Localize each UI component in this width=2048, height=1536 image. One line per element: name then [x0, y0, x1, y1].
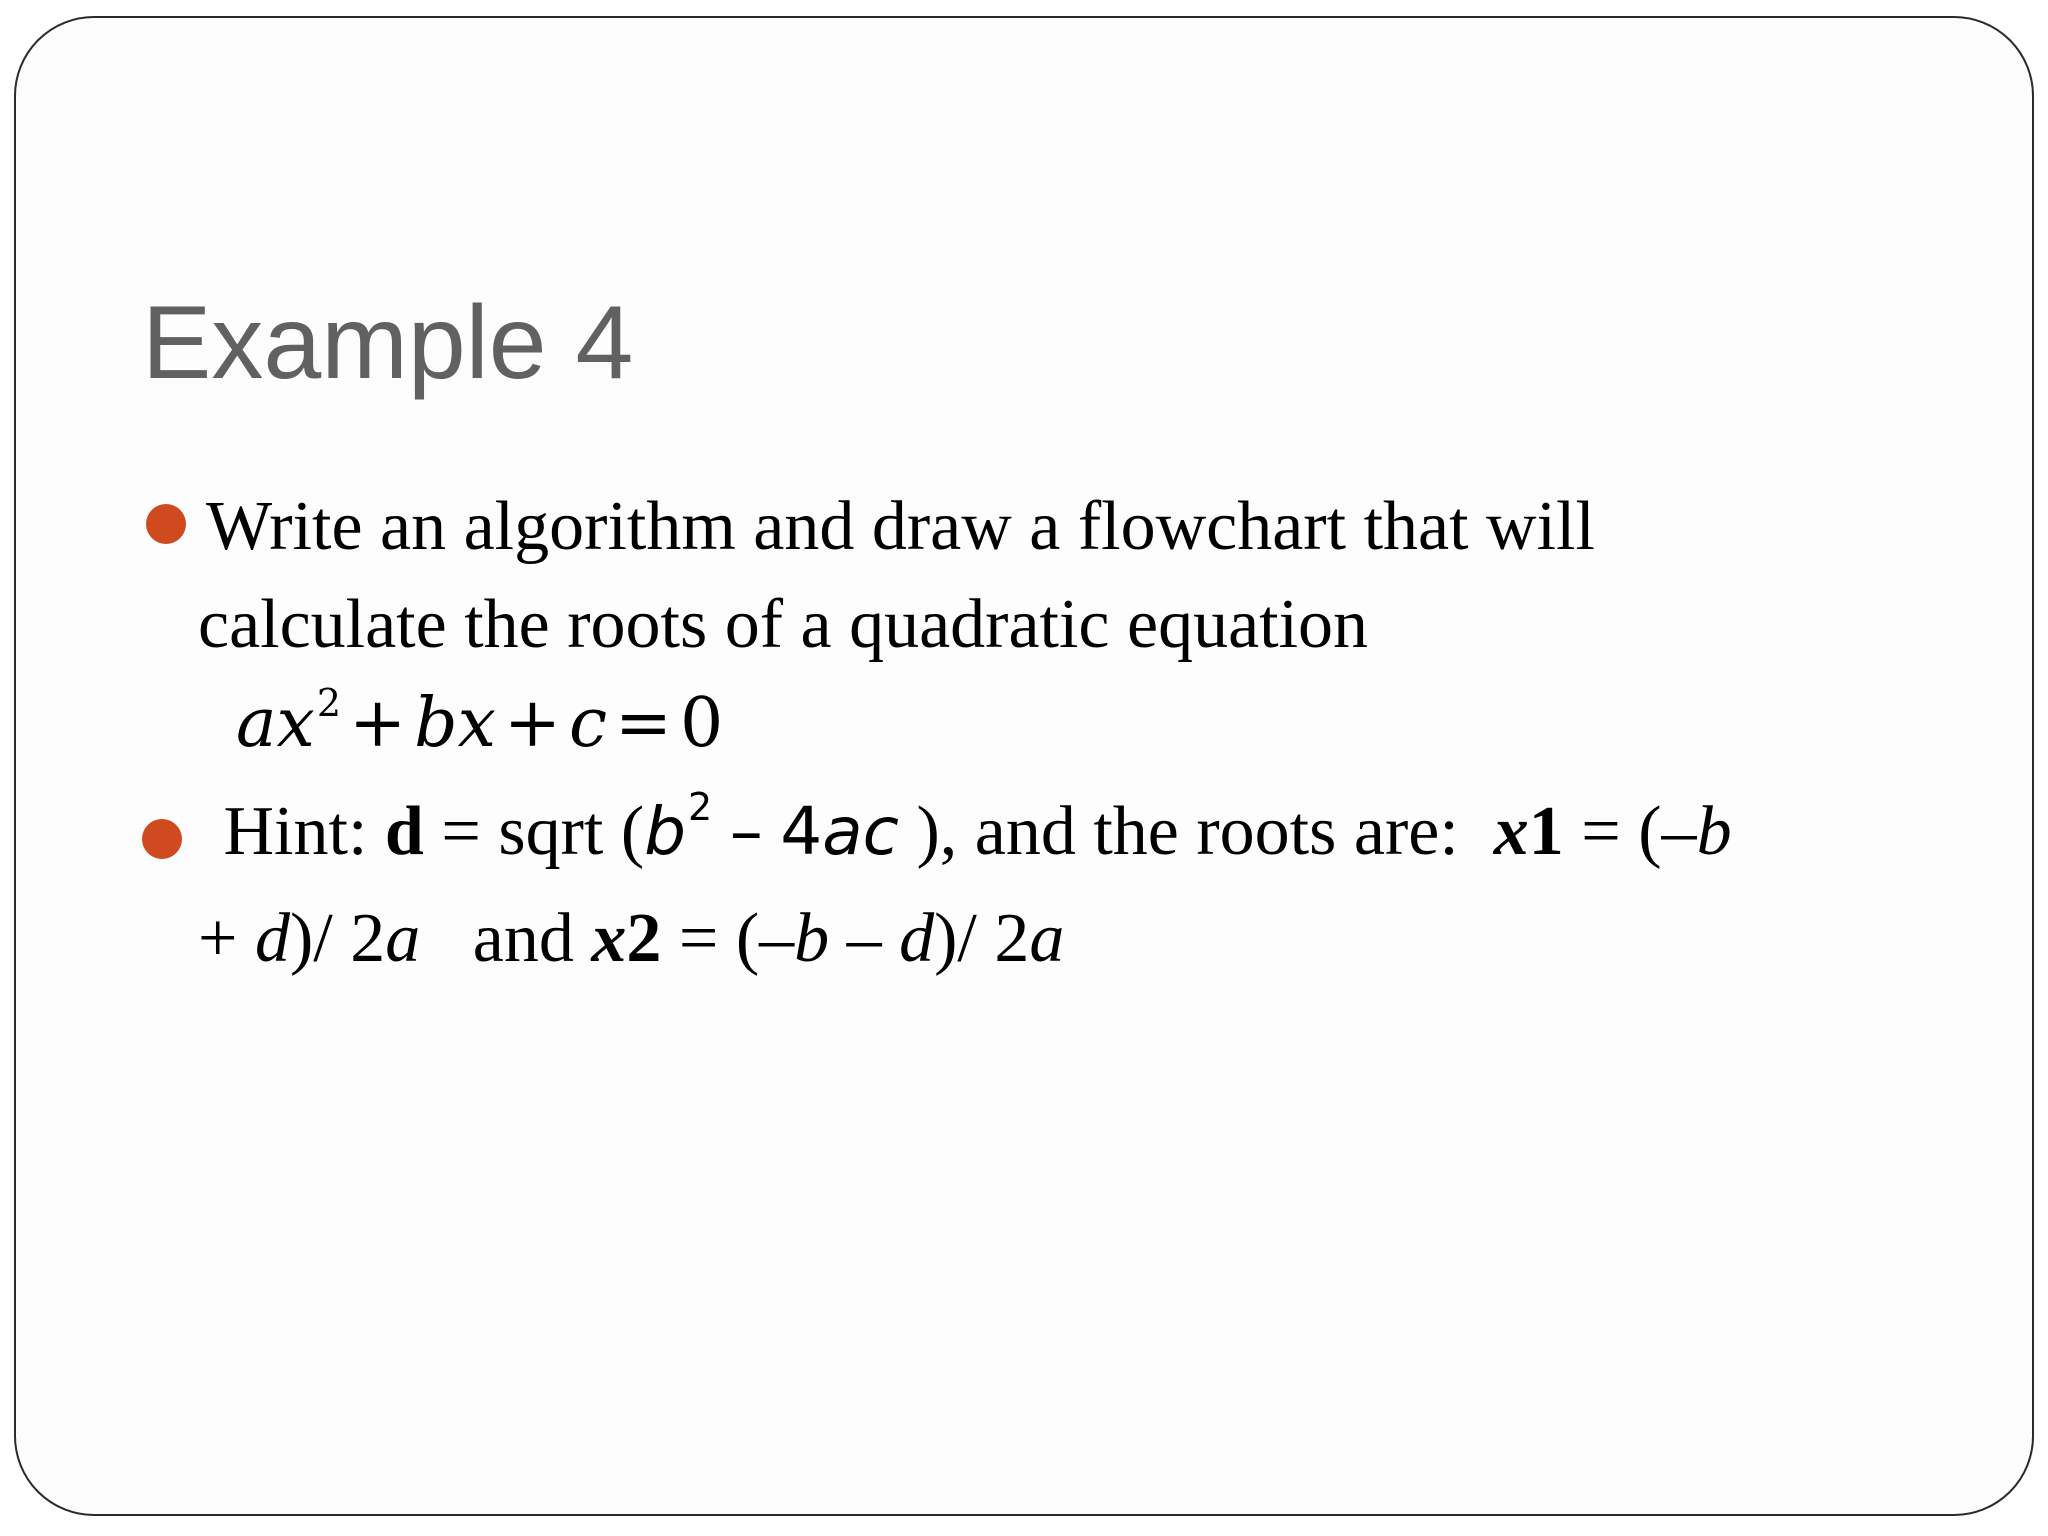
hint-four: 4	[780, 793, 823, 870]
hint-b-exponent: 2	[688, 785, 713, 829]
bullet-item-hint	[142, 783, 1942, 988]
x1-open: (–	[1638, 793, 1697, 870]
x2-minus: –	[846, 900, 882, 977]
hint-close-paren: ),	[916, 793, 958, 870]
hint-line-1	[206, 783, 1942, 890]
eq-zero: 0	[680, 684, 724, 763]
x2-tail: )/ 2	[934, 900, 1030, 977]
hint-label: Hint:	[223, 793, 368, 870]
hint-equals-2: =	[1581, 793, 1621, 870]
x2-a: a	[1029, 900, 1065, 977]
eq-exponent: 2	[316, 681, 342, 725]
slide-content	[142, 478, 1942, 988]
hint-line-2	[198, 890, 1942, 988]
hint-sqrt: sqrt	[498, 793, 604, 870]
x2-open: (–	[735, 900, 795, 977]
hint-minus: –	[729, 793, 763, 870]
quadratic-equation	[236, 674, 1942, 783]
hint-ac: ac	[822, 793, 899, 870]
hint-equals-3: =	[678, 900, 719, 977]
eq-a: a	[236, 684, 277, 763]
x1-d: d	[254, 900, 290, 977]
hint-open-paren: (	[620, 793, 645, 870]
x1-num: 1	[1528, 793, 1564, 870]
x2-d: d	[899, 900, 935, 977]
hint-d-var: d	[384, 793, 424, 870]
eq-plus-2: +	[503, 684, 561, 763]
x1-a: a	[385, 900, 421, 977]
bullet-dot-icon	[146, 504, 186, 544]
task-line-2: calculate the roots of a quadratic equation	[198, 586, 1369, 663]
x2-b: b	[794, 900, 830, 977]
eq-equals: =	[615, 684, 673, 763]
task-line-1: Write an algorithm and draw a flowchart that will	[206, 488, 1595, 565]
x2-num: 2	[626, 900, 662, 977]
x1-tail: )/ 2	[289, 900, 386, 977]
bullet-item-task	[142, 478, 1942, 783]
eq-x-2: x	[457, 684, 496, 763]
x1-var: x	[1493, 793, 1529, 870]
eq-plus-1: +	[349, 684, 407, 763]
and-word: and	[472, 900, 574, 977]
eq-c: c	[568, 684, 608, 763]
hint-equals-1: =	[441, 793, 481, 870]
x2-var: x	[591, 900, 627, 977]
hint-b-var: b	[644, 793, 687, 870]
slide-title: Example 4	[142, 285, 634, 401]
eq-b: b	[414, 684, 458, 763]
slide	[14, 16, 2034, 1516]
bullet-dot-icon	[142, 819, 182, 859]
eq-x: x	[276, 684, 315, 763]
x1-plus: +	[198, 900, 238, 977]
x1-b: b	[1696, 793, 1732, 870]
hint-roots-text: and the roots are:	[974, 793, 1459, 870]
